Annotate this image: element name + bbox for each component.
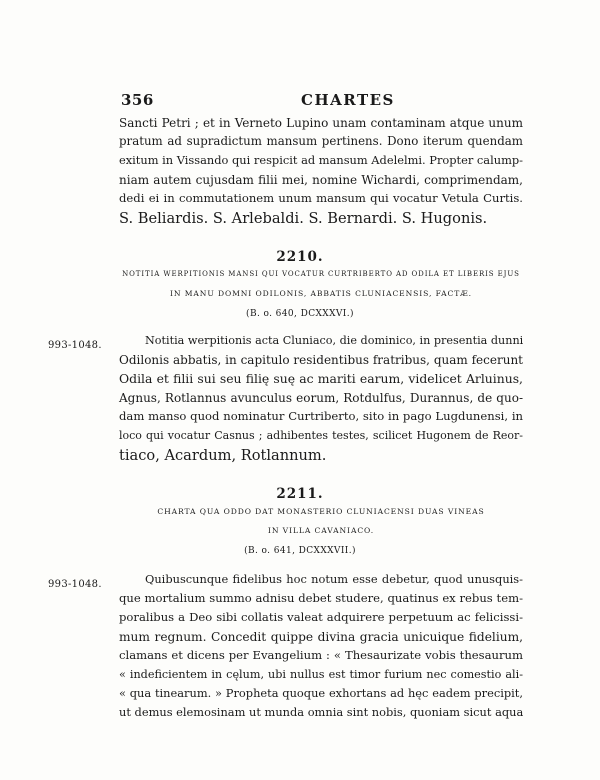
charter-title-line: IN MANU DOMNI ODILONIS, ABBATIS CLUNIACENSIS, FACTÆ.	[169, 289, 472, 298]
charter-reference: (B. o. 641, DCXXXVII.)	[244, 546, 356, 556]
charter-number: 2211.	[276, 486, 324, 502]
text-line: dedi ei in commutationem unum mansum qui vocatur Vetula Curtis.	[119, 191, 523, 205]
text-line: loco qui vocatur Casnus ; adhibentes testes, scilicet Hugonem de Reor-	[119, 429, 523, 442]
text-line: tiaco, Acardum, Rotlannum.	[119, 447, 327, 464]
text-line: clamans et dicens per Evangelium : « Thesaurizate vobis thesaurum	[119, 648, 523, 662]
text-line: dam manso quod nominatur Curtriberto, sito in pago Lugdunensi, in	[119, 409, 523, 423]
charter-title-line: NOTITIA WERPITIONIS MANSI QUI VOCATUR CURTRIBERTO AD ODILA ET LIBERIS EJUS	[122, 270, 520, 278]
text-line: Notitia werpitionis acta Cluniaco, die dominico, in presentia dunni	[145, 334, 524, 347]
text-line: « qua tinearum. » Propheta quoque exhortans ad hęc eadem precipit,	[119, 686, 523, 700]
text-line: que mortalium summo adnisu debet studere, quatinus ex rebus tem-	[119, 591, 523, 605]
charter-date: 993-1048.	[48, 579, 102, 590]
text-line: Quibuscunque fidelibus hoc notum esse debetur, quod unusquis-	[145, 572, 523, 586]
text-line: exitum in Vissando qui respicit ad mansum Adelelmi. Propter calump-	[119, 153, 524, 167]
text-line: ut demus elemosinam ut munda omnia sint nobis, quoniam sicut aqua	[119, 705, 524, 719]
page-header	[121, 91, 521, 111]
charter-title-line: IN VILLA CAVANIACO.	[267, 526, 375, 535]
charter-date: 993-1048.	[48, 340, 102, 351]
page-number: 356	[121, 91, 154, 109]
text-line: « indeficientem in cęlum, ubi nullus est timor furium nec comestio ali-	[119, 668, 523, 681]
charter-reference: (B. o. 640, DCXXXVI.)	[246, 309, 354, 319]
text-line: pratum ad supradictum mansum pertinens. Dono iterum quendam	[119, 134, 523, 148]
text-line: Sancti Petri ; et in Verneto Lupino unam contaminam atque unum	[119, 116, 523, 130]
text-line: poralibus a Deo sibi collatis valeat adquirere perpetuum ac felicissi-	[119, 610, 523, 624]
text-line: Odila et filii sui seu filię suę ac mariti earum, videlicet Arluinus,	[119, 371, 523, 386]
text-line: Odilonis abbatis, in capitulo residentibus fratribus, quam fecerunt	[119, 353, 523, 367]
text-line: niam autem cujusdam filii mei, nomine Wichardi, comprimendam,	[119, 173, 523, 187]
text-line: Agnus, Rotlannus avunculus eorum, Rotdulfus, Durannus, de quo-	[119, 391, 523, 405]
running-head: CHARTES	[301, 91, 395, 109]
charter-number: 2210.	[276, 249, 324, 265]
charter-title-line: CHARTA QUA ODDO DAT MONASTERIO CLUNIACENSI DUAS VINEAS	[157, 507, 485, 516]
text-line: S. Beliardis. S. Arlebaldi. S. Bernardi. S. Hugonis.	[119, 210, 488, 227]
text-line: mum regnum. Concedit quippe divina gracia unicuique fidelium,	[119, 630, 523, 644]
